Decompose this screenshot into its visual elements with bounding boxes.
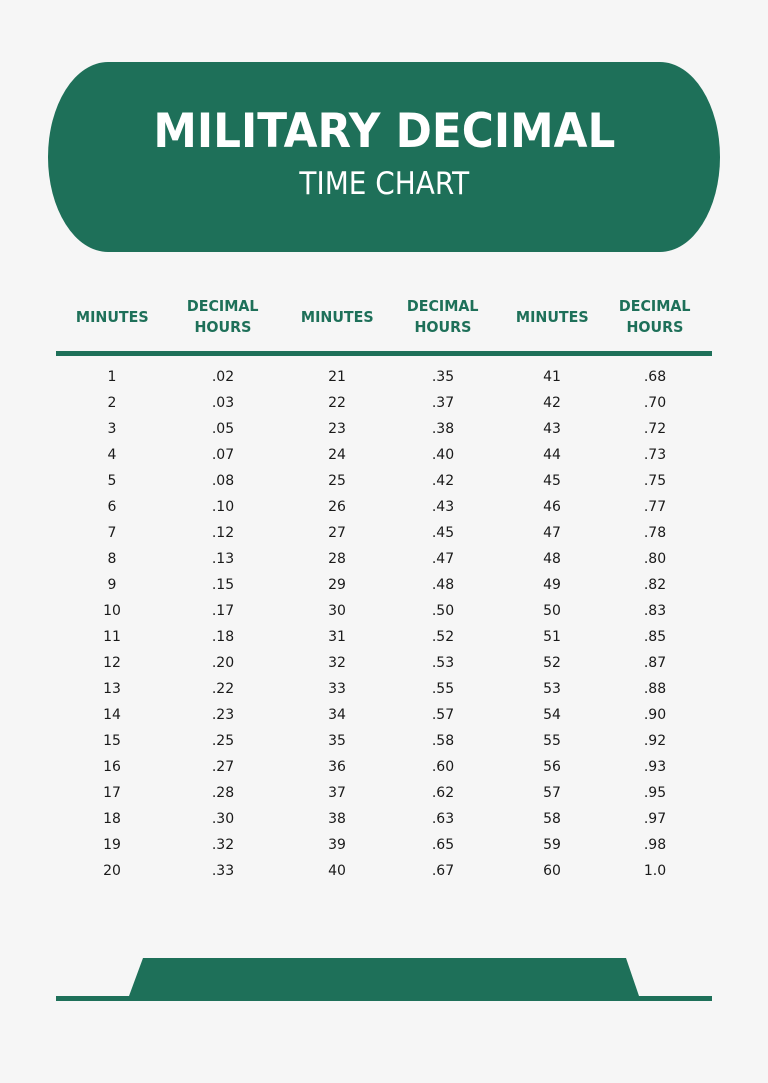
minutes-cell: 29 bbox=[328, 577, 346, 593]
minutes-cell: 36 bbox=[328, 759, 346, 775]
minutes-cell: 28 bbox=[328, 551, 346, 567]
minutes-cell: 22 bbox=[328, 395, 346, 411]
footer-decoration bbox=[0, 940, 768, 1010]
minutes-cell: 19 bbox=[103, 837, 121, 853]
decimal-hours-cell: .23 bbox=[211, 707, 235, 723]
decimal-hours-cell: .30 bbox=[211, 811, 235, 827]
column-header-minutes-2 bbox=[282, 294, 392, 340]
minutes-cell: 18 bbox=[103, 811, 121, 827]
minutes-cell: 24 bbox=[328, 447, 346, 463]
minutes-cell: 4 bbox=[107, 447, 117, 463]
decimal-hours-cell: .95 bbox=[643, 785, 667, 801]
decimal-hours-cell: .18 bbox=[211, 629, 235, 645]
decimal-hours-cell: .60 bbox=[431, 759, 455, 775]
minutes-column-1 bbox=[72, 364, 152, 884]
decimal-hours-cell: .63 bbox=[431, 811, 455, 827]
decimal-hours-cell: .20 bbox=[211, 655, 235, 671]
minutes-cell: 38 bbox=[328, 811, 346, 827]
decimal-hours-cell: .15 bbox=[211, 577, 235, 593]
minutes-cell: 41 bbox=[543, 369, 561, 385]
minutes-cell: 5 bbox=[107, 473, 117, 489]
decimal-hours-cell: .67 bbox=[431, 863, 455, 879]
minutes-cell: 37 bbox=[328, 785, 346, 801]
minutes-cell: 47 bbox=[543, 525, 561, 541]
decimal-hours-cell: .77 bbox=[643, 499, 667, 515]
decimal-hours-cell: .25 bbox=[211, 733, 235, 749]
decimal-hours-column-1 bbox=[183, 364, 263, 884]
decimal-hours-cell: .82 bbox=[643, 577, 667, 593]
column-header-decimal-hours-2 bbox=[388, 294, 498, 340]
decimal-hours-cell: .55 bbox=[431, 681, 455, 697]
decimal-hours-cell: .35 bbox=[431, 369, 455, 385]
minutes-cell: 17 bbox=[103, 785, 121, 801]
decimal-hours-cell: .07 bbox=[211, 447, 235, 463]
minutes-cell: 40 bbox=[328, 863, 346, 879]
minutes-cell: 23 bbox=[328, 421, 346, 437]
minutes-cell: 55 bbox=[543, 733, 561, 749]
minutes-cell: 59 bbox=[543, 837, 561, 853]
minutes-cell: 52 bbox=[543, 655, 561, 671]
page-subtitle: TIME CHART bbox=[299, 166, 469, 202]
decimal-hours-cell: .17 bbox=[211, 603, 235, 619]
decimal-hours-cell: .78 bbox=[643, 525, 667, 541]
header-divider bbox=[56, 351, 712, 356]
minutes-cell: 45 bbox=[543, 473, 561, 489]
footer-trapezoid-shape bbox=[56, 958, 712, 1001]
decimal-hours-cell: .38 bbox=[431, 421, 455, 437]
decimal-hours-cell: .13 bbox=[211, 551, 235, 567]
minutes-cell: 8 bbox=[107, 551, 117, 567]
column-header-minutes-1 bbox=[57, 294, 167, 340]
minutes-cell: 32 bbox=[328, 655, 346, 671]
minutes-cell: 31 bbox=[328, 629, 346, 645]
minutes-column-3 bbox=[512, 364, 592, 884]
minutes-cell: 35 bbox=[328, 733, 346, 749]
decimal-hours-cell: .02 bbox=[211, 369, 235, 385]
minutes-cell: 25 bbox=[328, 473, 346, 489]
decimal-hours-cell: .97 bbox=[643, 811, 667, 827]
minutes-cell: 57 bbox=[543, 785, 561, 801]
decimal-hours-cell: .92 bbox=[643, 733, 667, 749]
minutes-cell: 34 bbox=[328, 707, 346, 723]
decimal-hours-cell: .98 bbox=[643, 837, 667, 853]
decimal-hours-cell: .08 bbox=[211, 473, 235, 489]
decimal-hours-cell: .80 bbox=[643, 551, 667, 567]
column-header-decimal-hours-1 bbox=[168, 294, 278, 340]
decimal-hours-column-3 bbox=[615, 364, 695, 884]
decimal-hours-cell: .88 bbox=[643, 681, 667, 697]
column-header-label: DECIMAL bbox=[187, 297, 259, 315]
minutes-cell: 56 bbox=[543, 759, 561, 775]
decimal-hours-cell: .73 bbox=[643, 447, 667, 463]
column-header-decimal-hours-3 bbox=[600, 294, 710, 340]
minutes-cell: 21 bbox=[328, 369, 346, 385]
minutes-cell: 27 bbox=[328, 525, 346, 541]
minutes-cell: 51 bbox=[543, 629, 561, 645]
minutes-cell: 39 bbox=[328, 837, 346, 853]
decimal-hours-cell: .70 bbox=[643, 395, 667, 411]
decimal-hours-cell: .27 bbox=[211, 759, 235, 775]
minutes-cell: 16 bbox=[103, 759, 121, 775]
decimal-hours-cell: .72 bbox=[643, 421, 667, 437]
minutes-cell: 11 bbox=[103, 629, 121, 645]
decimal-hours-cell: .85 bbox=[643, 629, 667, 645]
minutes-column-2 bbox=[297, 364, 377, 884]
decimal-hours-cell: .53 bbox=[431, 655, 455, 671]
decimal-hours-cell: .52 bbox=[431, 629, 455, 645]
decimal-hours-cell: .75 bbox=[643, 473, 667, 489]
minutes-cell: 54 bbox=[543, 707, 561, 723]
minutes-cell: 20 bbox=[103, 863, 121, 879]
decimal-hours-cell: .28 bbox=[211, 785, 235, 801]
minutes-cell: 60 bbox=[543, 863, 561, 879]
minutes-cell: 13 bbox=[103, 681, 121, 697]
minutes-cell: 10 bbox=[103, 603, 121, 619]
decimal-hours-cell: 1.0 bbox=[643, 863, 667, 879]
decimal-hours-cell: .57 bbox=[431, 707, 455, 723]
decimal-hours-cell: .65 bbox=[431, 837, 455, 853]
decimal-hours-cell: .93 bbox=[643, 759, 667, 775]
column-header-label: HOURS bbox=[414, 318, 472, 336]
minutes-cell: 9 bbox=[107, 577, 117, 593]
decimal-hours-cell: .83 bbox=[643, 603, 667, 619]
decimal-hours-cell: .22 bbox=[211, 681, 235, 697]
decimal-hours-cell: .62 bbox=[431, 785, 455, 801]
minutes-cell: 49 bbox=[543, 577, 561, 593]
decimal-hours-cell: .47 bbox=[431, 551, 455, 567]
decimal-hours-cell: .33 bbox=[211, 863, 235, 879]
minutes-cell: 58 bbox=[543, 811, 561, 827]
column-header-minutes-3 bbox=[497, 294, 607, 340]
minutes-cell: 42 bbox=[543, 395, 561, 411]
minutes-cell: 14 bbox=[103, 707, 121, 723]
decimal-hours-cell: .40 bbox=[431, 447, 455, 463]
minutes-cell: 26 bbox=[328, 499, 346, 515]
decimal-hours-cell: .03 bbox=[211, 395, 235, 411]
page-title: MILITARY DECIMAL bbox=[153, 104, 615, 159]
minutes-cell: 1 bbox=[107, 369, 117, 385]
minutes-cell: 44 bbox=[543, 447, 561, 463]
decimal-hours-cell: .90 bbox=[643, 707, 667, 723]
column-header-label: HOURS bbox=[626, 318, 684, 336]
minutes-cell: 2 bbox=[107, 395, 117, 411]
decimal-hours-column-2 bbox=[403, 364, 483, 884]
minutes-cell: 7 bbox=[107, 525, 117, 541]
minutes-cell: 50 bbox=[543, 603, 561, 619]
decimal-hours-cell: .45 bbox=[431, 525, 455, 541]
column-header-label: DECIMAL bbox=[619, 297, 691, 315]
minutes-cell: 46 bbox=[543, 499, 561, 515]
decimal-hours-cell: .12 bbox=[211, 525, 235, 541]
column-header-label: MINUTES bbox=[75, 307, 149, 326]
minutes-cell: 43 bbox=[543, 421, 561, 437]
minutes-cell: 6 bbox=[107, 499, 117, 515]
decimal-hours-cell: .32 bbox=[211, 837, 235, 853]
minutes-cell: 53 bbox=[543, 681, 561, 697]
decimal-hours-cell: .87 bbox=[643, 655, 667, 671]
decimal-hours-cell: .37 bbox=[431, 395, 455, 411]
decimal-hours-cell: .42 bbox=[431, 473, 455, 489]
decimal-hours-cell: .43 bbox=[431, 499, 455, 515]
decimal-hours-cell: .05 bbox=[211, 421, 235, 437]
column-header-label: DECIMAL bbox=[407, 297, 479, 315]
column-header-label: HOURS bbox=[194, 318, 252, 336]
minutes-cell: 48 bbox=[543, 551, 561, 567]
decimal-hours-cell: .50 bbox=[431, 603, 455, 619]
column-header-label: MINUTES bbox=[515, 307, 589, 326]
minutes-cell: 3 bbox=[107, 421, 117, 437]
minutes-cell: 33 bbox=[328, 681, 346, 697]
column-header-label: MINUTES bbox=[300, 307, 374, 326]
minutes-cell: 15 bbox=[103, 733, 121, 749]
decimal-hours-cell: .10 bbox=[211, 499, 235, 515]
decimal-hours-cell: .68 bbox=[643, 369, 667, 385]
decimal-hours-cell: .58 bbox=[431, 733, 455, 749]
decimal-hours-cell: .48 bbox=[431, 577, 455, 593]
title-banner bbox=[48, 62, 720, 252]
minutes-cell: 12 bbox=[103, 655, 121, 671]
minutes-cell: 30 bbox=[328, 603, 346, 619]
